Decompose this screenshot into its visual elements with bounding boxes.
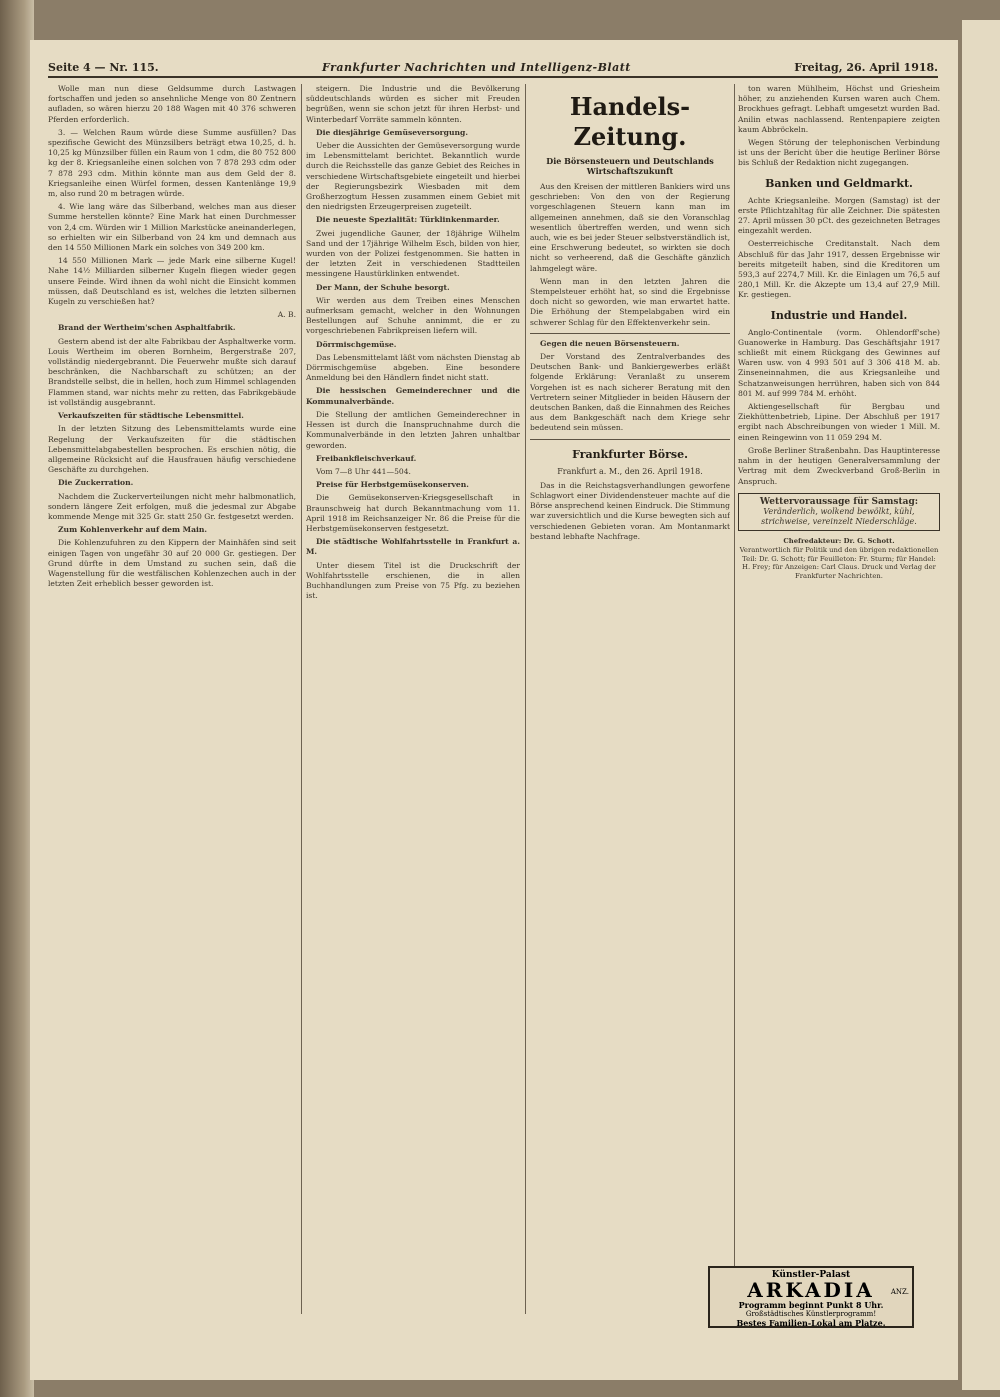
column-1 <box>48 84 296 1304</box>
section-title-boerse: Frankfurter Börse. <box>572 447 688 461</box>
adjacent-page-edge <box>962 20 1000 1390</box>
weather-forecast-box <box>738 493 940 532</box>
article-paragraph: 4. Wie lang wäre das Silberband, welches man aus dieser Summe herstellen könnte? Eine Mark hat einen Durchmesser von 2,4 cm. Würden wir 1 Million Markstücke aneinanderlegen, so erhielten wir ein Silberband von 24 km und demnach aus den 14 550 Millionen Mark ein solches von 349 200 km. <box>48 202 296 253</box>
article-paragraph: Gestern abend ist der alte Fabrikbau der Asphaltwerke vorm. Louis Wertheim im oberen Bornheim, Bergerstraße 207, vollständig niedergebrannt. Die Feuerwehr mußte sich darauf beschränken, die Nachbarschaft zu schützen; an der Brandstelle selbst, die in hellen, hoch zum Himmel schlagenden Flammen stand, war nichts mehr zu retten, das Fabrikgebäude ist vollständig ausgebrannt. <box>48 336 296 407</box>
article-paragraph: Wegen Störung der telephonischen Verbindung ist uns der Bericht über die heutige Berliner Börse bis Schluß der Redaktion nicht zugegangen. <box>738 138 940 168</box>
section-title-banken: Banken und Geldmarkt. <box>765 176 913 190</box>
imprint-details: Verantwortlich für Politik und den übrigen redaktionellen Teil: Dr. G. Schott; für Feuilleton: Fr. Sturm; für Handel: H. Frey; für Anzeigen: Carl Claus. Druck und Verlag der Frankfurter Nachrichten. <box>739 545 939 580</box>
column-4 <box>738 84 940 1306</box>
imprint <box>738 537 940 580</box>
column-3 <box>530 84 730 1304</box>
article-paragraph: Ueber die Aussichten der Gemüseversorgung wurde im Lebensmittelamt berichtet. Bekanntlich wurde durch die Reichsstelle das ganze Gebiet des Reiches in verschiedene Wirtschaftsgebiete eingeteilt und hierbei der Regierungsbezirk Wiesbaden mit dem Großherzogtum Hessen zusammen einem Gebiet mit den niedrigsten Erzeugerpreisen zugeteilt. <box>306 141 520 212</box>
column-rule <box>301 84 302 1314</box>
masthead: Frankfurter Nachrichten und Intelligenz-Blatt <box>321 60 631 74</box>
divider <box>530 333 730 334</box>
page-header <box>48 58 938 78</box>
ad-annex: ANZ. <box>890 1288 909 1296</box>
article-paragraph: 14 550 Millionen Mark — jede Mark eine silberne Kugel! Nahe 14½ Milliarden silberner Kugeln fliegen wieder gegen unsere Feinde. Wird ihnen da wohl nicht die Einsicht kommen müssen, daß Deutschland es ist, welches die letzten silbernen Kugeln zu verschießen hat? <box>48 256 296 307</box>
weather-title: Wettervoraussage für Samstag: <box>759 496 919 507</box>
article-heading: Gegen die neuen Börsensteuern. <box>540 338 680 348</box>
article-heading: Zum Kohlenverkehr auf dem Main. <box>58 525 208 535</box>
article-heading: Die neueste Spezialität: Türklinkenmarder. <box>316 215 500 225</box>
column-rule <box>734 84 735 1314</box>
article-paragraph: Die Stellung der amtlichen Gemeinderechner in Hessen ist durch die Inanspruchnahme durch die Kommunalverbände in den letzten Jahren unhaltbar geworden. <box>306 409 520 450</box>
weather-line: strichweise, vereinzelt Niederschläge. <box>761 517 917 527</box>
issue-date: Freitag, 26. April 1918. <box>794 60 938 74</box>
article-heading: Dörrmischgemüse. <box>316 339 397 349</box>
divider <box>530 439 730 440</box>
ad-venue: Künstler-Palast <box>771 1270 851 1280</box>
article-paragraph: Das in die Reichstagsverhandlungen geworfene Schlagwort einer Dividendensteuer machte auf die Börse ansprechend keinen Eindruck. Die Stimmung war zuversichtlich und die Kurse bewegten sich auf verschiedenen Gebieten voran. Am Montanmarkt bestand lebhafte Nachfrage. <box>530 480 730 541</box>
section-title-handels-zeitung: Handels-Zeitung. <box>569 92 691 151</box>
article-paragraph: steigern. Die Industrie und die Bevölkerung süddeutschlands würden es sicher mit Freuden begrüßen, wenn sie schon jetzt für ihren Herbst- und Winterbedarf Vorräte sammeln könnten. <box>306 84 520 124</box>
article-heading: Freibankfleischverkauf. <box>316 453 417 463</box>
article-paragraph: Anglo-Continentale (vorm. Ohlendorff'sche) Guanowerke in Hamburg. Das Geschäftsjahr 1917 schließt mit einem Rückgang des Gewinnes auf Waren usw. von 4 993 501 auf 3 306 418 M. ab. Zinseneinnahmen, die aus Kriegsanleihe und Schatzanweisungen herrühren, haben sich von 844 801 M. auf 999 784 M. erhöht. <box>738 327 940 398</box>
ad-footer: Bestes Familien-Lokal am Platze. <box>736 1318 886 1328</box>
section-subtitle: Die Börsensteuern und Deutschlands Wirtschaftszukunft <box>546 156 714 176</box>
article-paragraph: Die Kohlenzufuhren zu den Kippern der Mainhäfen sind seit einigen Tagen von ungefähr 30 auf 20 000 Gr. gestiegen. Der Grund dürfte in dem Umstand zu suchen sein, daß die Wagenstellung für die westfälischen Kohlenzechen auch in der letzten Zeit erheblich besser geworden ist. <box>48 538 296 589</box>
weather-line: Veränderlich, wolkend bewölkt, kühl, <box>763 506 915 516</box>
article-paragraph: Wir werden aus dem Treiben eines Menschen aufmerksam gemacht, welcher in den Wohnungen Bestellungen auf Schuhe annimmt, die er zu vorgeschriebenen Fabrikpreisen liefern will. <box>306 295 520 336</box>
ad-name: ARKADIA <box>747 1278 875 1302</box>
book-spine <box>0 0 34 1397</box>
article-heading: Verkaufszeiten für städtische Lebensmittel. <box>58 411 244 421</box>
article-paragraph: Nachdem die Zuckerverteilungen nicht mehr halbmonatlich, sondern längere Zeit erfolgen, muß die jedesmal zur Abgabe kommende Menge mit 325 Gr. statt 250 Gr. festgesetzt werden. <box>48 491 296 521</box>
article-heading: Die diesjährige Gemüseversorgung. <box>316 127 468 137</box>
article-paragraph: Vom 7—8 Uhr 441—504. <box>316 466 411 476</box>
article-paragraph: Der Vorstand des Zentralverbandes des Deutschen Bank- und Bankiergewerbes erläßt folgende Erklärung: Veranlaßt zu unserem Vorgehen ist es nach sicherer Beratung mit den Vertretern seiner Mitglieder in beiden Häusern der deutschen Banken, daß die Einnahmen des Reiches aus dem Bankgeschäft nach dem Kriege sehr bedeutend sein müssen. <box>530 352 730 433</box>
ad-tagline: Großstädtisches Künstlerprogramm! <box>745 1310 877 1318</box>
article-paragraph: Achte Kriegsanleihe. Morgen (Samstag) ist der erste Pflichtzahltag für alle Zeichner. Die spätesten 27. April müssen 30 pCt. des gezeichneten Betrages eingezahlt werden. <box>738 195 940 236</box>
column-2 <box>306 84 520 1304</box>
article-heading: Preise für Herbstgemüsekonserven. <box>316 480 469 490</box>
article-heading: Die Zuckerration. <box>58 478 134 488</box>
advertisement-arkadia <box>708 1266 914 1328</box>
article-paragraph: Die Gemüsekonserven-Kriegsgesellschaft in Braunschweig hat durch Bekanntmachung vom 11. April 1918 im Reichsanzeiger Nr. 86 die Preise für die Herbstgemüsekonserven festgesetzt. <box>306 493 520 533</box>
article-paragraph: In der letzten Sitzung des Lebensmittelamts wurde eine Regelung der Verkaufszeiten für die städtischen Lebensmittelabgabestellen besprochen. Es erschien nötig, die allgemeine Rücksicht auf die Hausfrauen häufig verschiedene Geschäfte zu durchgehen. <box>48 424 296 475</box>
article-paragraph: Zwei jugendliche Gauner, der 18jährige Wilhelm Sand und der 17jährige Wilhelm Esch, bilden von hier, wurden von der Polizei festgenommen. Sie hatten in der letzten Zeit in verschiedenen Stadtteilen messingene Haustürklinken entwendet. <box>306 228 520 279</box>
article-heading: Die hessischen Gemeinderechner und die Kommunalverbände. <box>306 386 520 406</box>
article-paragraph: Unter diesem Titel ist die Druckschrift der Wohlfahrtsstelle erschienen, die in allen Buchhandlungen zum Preise von 75 Pfg. zu beziehen ist. <box>306 560 520 601</box>
article-heading: Brand der Wertheim'schen Asphaltfabrik. <box>58 323 236 333</box>
article-paragraph: Große Berliner Straßenbahn. Das Hauptinteresse nahm in der heutigen Generalversammlung der Vertrag mit dem Zweckverband Groß-Berlin in Anspruch. <box>738 445 940 486</box>
article-paragraph: Das Lebensmittelamt läßt vom nächsten Dienstag ab Dörrmischgemüse abgeben. Eine besondere Anmeldung bei den Händlern findet nicht statt. <box>306 352 520 383</box>
column-rule <box>525 84 526 1314</box>
article-heading: Der Mann, der Schuhe besorgt. <box>316 282 450 292</box>
page-number: Seite 4 — Nr. 115. <box>48 60 159 74</box>
newspaper-page <box>30 40 958 1380</box>
article-paragraph: Aktiengesellschaft für Bergbau und Ziekhüttenbetrieb, Lipine. Der Abschluß per 1917 ergibt nach Abschreibungen von wieder 1 Mill. M. einen Reingewinn von 11 059 294 M. <box>738 402 940 442</box>
article-signature: A. B. <box>277 310 296 320</box>
article-paragraph: Oesterreichische Creditanstalt. Nach dem Abschluß für das Jahr 1917, dessen Ergebnisse wir bereits mitgeteilt haben, sind die Kreditoren um 593,3 auf 2274,7 Mill. Kr. die Einlagen um 76,5 auf 280,1 Mill. Kr. die Akzepte um 13,4 auf 27,9 Mill. Kr. gestiegen. <box>738 239 940 300</box>
ad-program: Programm beginnt Punkt 8 Uhr. <box>738 1300 884 1310</box>
dateline: Frankfurt a. M., den 26. April 1918. <box>557 466 703 476</box>
imprint-editor: Chefredakteur: Dr. G. Schott. <box>783 537 895 546</box>
article-paragraph: 3. — Welchen Raum würde diese Summe ausfüllen? Das spezifische Gewicht des Münzsilbers beträgt etwa 10,25, d. h. 10,25 kg Münzsilber füllen ein Raum von 1 cdm, die 80 752 800 kg der 8. Kriegsanleihe einen solchen von 7 878 293 cdm oder 7 878 293 cdm. Mithin könnte man aus dem Geld der 8. Kriegsanleihe einen Würfel formen, dessen Kantenlänge 19,9 m, also rund 20 m betragen würde. <box>48 127 296 199</box>
article-paragraph: Wolle man nun diese Geldsumme durch Lastwagen fortschaffen und jeden so ansehnliche Menge von 80 Zentnern aufladen, so wären hierzu 20 188 Wagen mit 40 376 schweren Pferden erforderlich. <box>48 84 296 124</box>
article-paragraph: Wenn man in den letzten Jahren die Stempelsteuer erhöht hat, so sind die Ergebnisse doch nicht so geworden, wie man erwartet hatte. Die Erhöhung der Stempelabgaben wird ein schwerer Schlag für den Effektenverkehr sein. <box>530 276 730 327</box>
article-heading: Die städtische Wohlfahrtsstelle in Frankfurt a. M. <box>306 537 520 557</box>
article-paragraph: Aus den Kreisen der mittleren Bankiers wird uns geschrieben: Von den von der Regierung vorgeschlagenen Steuern kann man im allgemeinen annehmen, daß sie den Voranschlag wesentlich übertreffen werden, und wenn sich auch, wie es bei jeder Steuer selbstverständlich ist, eine Erschwerung bedeutet, so wirkten sie doch nicht so verheerend, daß die Geschäfte gänzlich lahmgelegt wäre. <box>530 182 730 273</box>
section-title-industrie: Industrie und Handel. <box>770 308 908 322</box>
article-paragraph: ton waren Mühlheim, Höchst und Griesheim höher, zu anziehenden Kursen waren auch Chem. Brockhues gefragt. Lebhaft umgesetzt wurden Bad. Anilin etwas nachlassend. Rentenpapiere zeigten kaum Abbröckeln. <box>738 84 940 134</box>
